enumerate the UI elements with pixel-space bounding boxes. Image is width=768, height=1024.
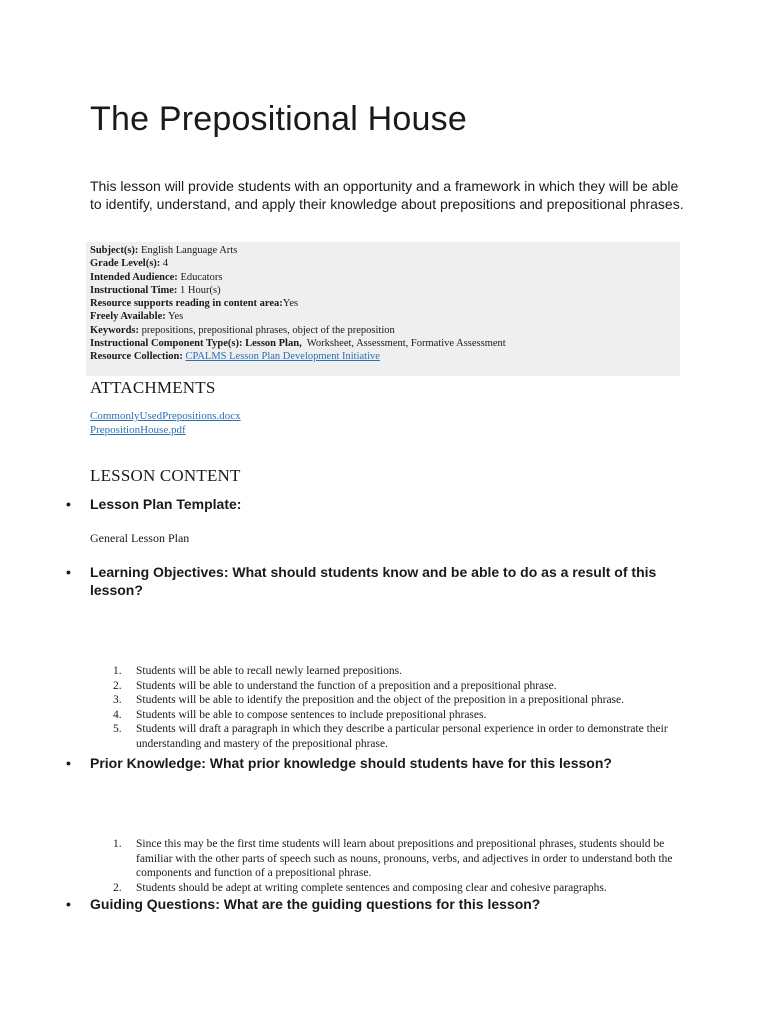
page-title: The Prepositional House xyxy=(90,100,467,138)
meta-grade xyxy=(90,257,680,270)
bullet-dot: • xyxy=(66,896,71,912)
list-item-text: Since this may be the first time students will learn about prepositions and prepositional phrases, students should be familiar with the other parts of speech such as nouns, pronouns, verbs, and adjectives in order to understand both the components and function of a prepositional phrase. xyxy=(136,838,673,879)
bullet-dot: • xyxy=(66,564,71,580)
list-item-number: 2. xyxy=(113,881,122,894)
list-item xyxy=(108,881,688,896)
attachment-link-pdf[interactable]: PrepositionHouse.pdf xyxy=(90,423,186,436)
collection-link[interactable]: CPALMS Lesson Plan Development Initiative xyxy=(185,351,380,363)
meta-audience-value: Educators xyxy=(180,271,223,283)
list-item xyxy=(108,679,688,694)
meta-component-rest: Worksheet, Assessment, Formative Assessment xyxy=(306,338,506,350)
meta-time xyxy=(90,284,680,297)
list-item xyxy=(108,708,688,723)
meta-component xyxy=(90,337,680,350)
bullet-dot: • xyxy=(66,755,71,771)
list-item xyxy=(108,664,688,679)
list-item-number: 1. xyxy=(113,838,122,850)
meta-audience-label: Intended Audience: xyxy=(90,271,178,283)
resource-metadata-box xyxy=(86,242,680,376)
list-item-number: 1. xyxy=(113,665,122,677)
meta-subject-value: English Language Arts xyxy=(141,245,238,256)
meta-reading-label: Resource supports reading in content area: xyxy=(90,298,283,310)
list-item-text: Students will be able to understand the function of a preposition and a prepositional phrase. xyxy=(136,679,557,692)
meta-free xyxy=(90,310,680,323)
bullet-learning-objectives xyxy=(66,563,696,599)
lesson-plan-template-value: General Lesson Plan xyxy=(90,531,190,545)
list-item-number: 2. xyxy=(113,679,122,692)
meta-subject-label: Subject(s): xyxy=(90,245,139,256)
list-item-text: Students will be able to compose sentences to include prepositional phrases. xyxy=(136,708,487,721)
meta-collection-label: Resource Collection: xyxy=(90,351,183,363)
list-item xyxy=(108,722,688,751)
prior-knowledge-label: Prior Knowledge: What prior knowledge should students have for this lesson? xyxy=(90,755,612,771)
meta-grade-value: 4 xyxy=(162,258,169,270)
list-item xyxy=(108,837,688,881)
list-item-text: Students should be adept at writing complete sentences and composing clear and cohesive paragraphs. xyxy=(136,881,607,894)
meta-reading xyxy=(90,297,680,310)
meta-time-value: 1 Hour(s) xyxy=(180,284,221,296)
lesson-content-heading: LESSON CONTENT xyxy=(90,466,241,485)
attachments-heading: ATTACHMENTS xyxy=(90,378,216,397)
list-item-number: 4. xyxy=(113,708,122,721)
bullet-guiding-questions xyxy=(66,895,696,913)
lesson-plan-template-label: Lesson Plan Template: xyxy=(90,496,242,512)
meta-subject xyxy=(90,244,680,257)
meta-collection xyxy=(90,350,680,363)
bullet-lesson-plan-template xyxy=(66,495,696,513)
list-item-number: 3. xyxy=(113,694,122,706)
prior-knowledge-list xyxy=(108,837,688,895)
attachment-link-docx[interactable]: CommonlyUsedPrepositions.docx xyxy=(90,410,241,422)
meta-keywords-label: Keywords: xyxy=(90,324,139,336)
list-item-number: 5. xyxy=(113,723,122,735)
intro-paragraph: This lesson will provide students with an opportunity and a framework in which they will be able to identify, understand, and apply their knowledge about prepositions and prepositional phrases. xyxy=(90,178,684,212)
learning-objectives-label: Learning Objectives: What should students know and be able to do as a result of this lesson? xyxy=(90,564,657,598)
guiding-questions-label: Guiding Questions: What are the guiding questions for this lesson? xyxy=(90,896,541,912)
objectives-list xyxy=(108,664,688,751)
meta-reading-value: Yes xyxy=(282,298,299,310)
meta-audience xyxy=(90,271,680,284)
list-item-text: Students will be able to identify the preposition and the object of the preposition in a prepositional phrase. xyxy=(136,694,625,706)
bullet-prior-knowledge xyxy=(66,754,696,772)
meta-free-value: Yes xyxy=(167,311,184,323)
list-item xyxy=(108,693,688,708)
list-item-text: Students will be able to recall newly learned prepositions. xyxy=(136,665,403,677)
bullet-dot: • xyxy=(66,496,71,512)
list-item-text: Students will draft a paragraph in which they describe a particular personal experience in order to demonstrate their understanding and mastery of the prepositional phrase. xyxy=(136,723,668,750)
meta-keywords-value: prepositions, prepositional phrases, object of the preposition xyxy=(141,324,395,336)
attachments-list xyxy=(90,410,241,437)
meta-time-label: Instructional Time: xyxy=(90,284,178,296)
meta-free-label: Freely Available: xyxy=(90,311,166,323)
meta-component-label: Instructional Component Type(s): xyxy=(90,338,243,350)
meta-keywords xyxy=(90,324,680,337)
meta-grade-label: Grade Level(s): xyxy=(90,258,161,270)
meta-component-lesson-plan: Lesson Plan, xyxy=(245,338,302,350)
